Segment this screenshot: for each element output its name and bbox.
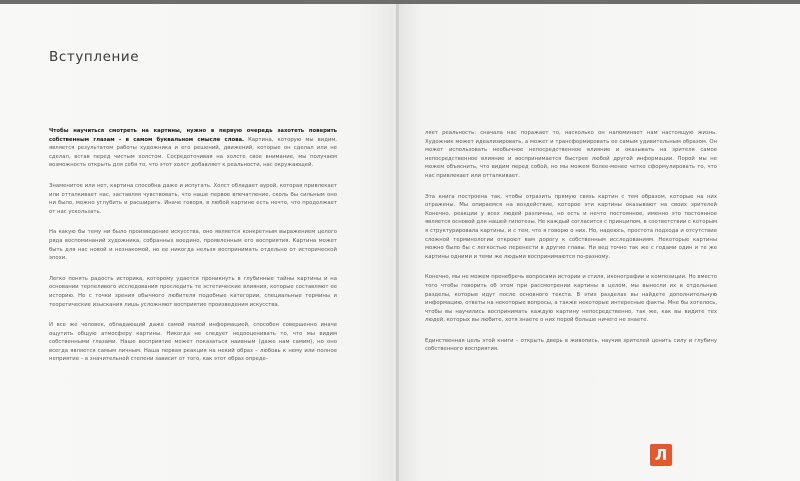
- paragraph-9: Единственная цель этой книги – открыть дверь в живопись, научив зрителей ценить силу и глубину собственного восприятия.: [425, 337, 717, 353]
- paragraph-5: И все же человек, обладающий даже самой малой информацией, способен совершенно иначе ощутить общую атмосферу картины. Никогда не следует недооценивать то, что мы видим собственными глазами. Наше восприятие может показаться наивным (даже нам самим), но оно всегда является самым личным. Наша первая реакция на некий образ – любовь к нему или полное неприятие – в значительной степени зависит от того, как этот образ опреде-: [49, 322, 337, 363]
- paragraph-2: Знаменитое или нет, картина способна даже и испугать. Холст обладает аурой, которая привлекает или отталкивает нас, заставляя чувствовать, что наше первое впечатление, сколь бы сильным оно ни было, можно углубить и расширить. Иначе говоря, в любой картине есть нечто, что продолжает от нас ускользать.: [49, 182, 337, 215]
- book-gutter: [396, 4, 399, 481]
- paragraph-3: На какую бы тему ни было произведение искусства, оно является конкретным выражением целого ряда воспоминаний художника, собранных воедино, проявленным его восприятия. Картина может быть для нас новой и незнакомой, но ее никогда нельзя воспринимать отдельно от исторической эпохи.: [49, 229, 337, 262]
- paragraph-text: Картина, которую мы видим, является результатом работы художника и его решений, движений, которые он сделал или не сделал, встав перед чистым холстом. Сосредоточивая на холсте свое внимание, мы получаем возможность открыть для себя то, что этот холст добавляет к реальности, нас окружающей.: [49, 136, 337, 169]
- paragraph-8: Конечно, мы не можем пренебречь вопросами истории и стиля, иконографии и композиции. Но вместо того чтобы говорить об этом при рассмотрении картины в целом, мы вынесли их в отдельные разделы, которые идут после основного текста. В этих разделах вы найдете дополнительную информацию, ответы на некоторые вопросы, а также некоторые интересные факты. Мне бы хотелось, чтобы вы научились воспринимать каждую картину непосредственно, так же, как вы видите тех людей, которых вы любите, хотя знаете о них порой больше ничего не знаете.: [425, 274, 717, 324]
- paragraph-1: [49, 127, 337, 170]
- chapter-title: Вступление: [49, 49, 140, 65]
- publisher-logo: Л: [650, 444, 672, 466]
- paragraph-6: ляет реальность: сначала нас поражает то, насколько он напоминает нам настоящую жизнь. Художник может идеализировать, а может и трансформировать ее самым удивительным образом. Он может использовать необычное непосредственное влияние и оказывать на зрителя самое непосредственное влияние и воспринимается быстрее любой другой информации. Порой мы не можем объяснить, что видим перед собой, но мы можем более-менее четко сформулировать то, что нас привлекает или отталкивает.: [425, 130, 717, 179]
- lead-sentence: Чтобы научиться смотреть на картины, нужно в первую очередь захотеть поверить собственным глазам – в самом буквальном смысле слова.: [49, 128, 337, 143]
- right-text-column: [425, 129, 717, 366]
- paragraph-4: Легко понять радость историка, которому удается проникнуть в глубинные тайны картины и на основании терпеливого исследования проследить те эстетические влияния, которые составляют ее историю. Но с точки зрения обычного любителя подобные категории, специальные термины и теоретические изыскания лишь усложняют восприятие произведения искусства.: [49, 275, 337, 308]
- left-text-column: [49, 127, 337, 376]
- paragraph-7: Эта книга построена так, чтобы отразить прямую связь картин с тем образом, которые на них отражены. Мы опираемся на воздействие, которое эти картины оказывают на своих зрителей Конечно, реакции у всех людей различны, но есть и нечто постоянное, именно это постоянное является основой для нашей гипотезы. Не каждый согласится с принципом, в соответствии с которым я структурировала картины, и с тем, что я говорю о них. Но, надеюсь, простота подхода и отсутствие сложной терминологии откроют вам дорогу к собственным исследованиям. Некоторые картины можно было бы с легкостью перенести в другие главы. Ни вед точно так же с годами один и те же картины одними и теми же людьми воспринимаются по-разному.: [425, 193, 717, 260]
